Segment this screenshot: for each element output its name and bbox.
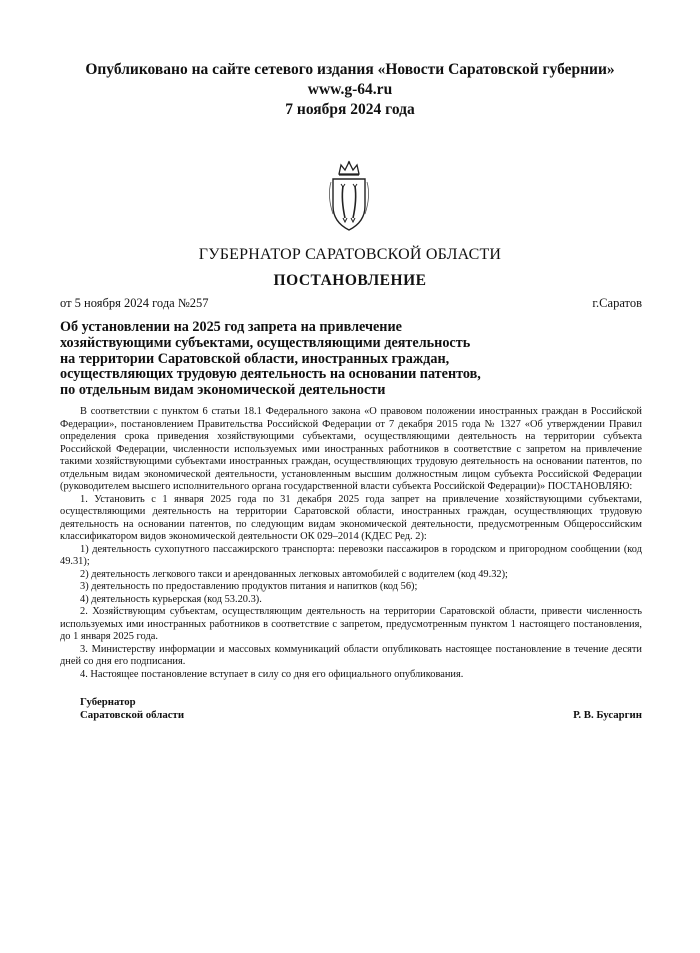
document-city: г.Саратов [592, 296, 642, 310]
publication-notice [40, 60, 660, 120]
publication-date: 7 ноября 2024 года [285, 101, 415, 118]
title-line: на территории Саратовской области, иностранных граждан, [60, 350, 450, 367]
document-title [60, 320, 520, 399]
document-date-number: от 5 ноября 2024 года №257 [60, 296, 209, 310]
clause-4: 4. Настоящее постановление вступает в силу со дня его официального опубликования. [80, 668, 464, 680]
clause-1-item: 4) деятельность курьерская (код 53.20.3). [80, 593, 262, 605]
clause-1-item: 3) деятельность по предоставлению продуктов питания и напитков (код 56); [80, 581, 418, 592]
clause-2: 2. Хозяйствующим субъектам, осуществляющим деятельность на территории Саратовской области, привести численность используемых ими иностранных работников в соответствие с запретом, предусмотренным пунктом 1 настоящего постановления, до 1 января 2025 года. [60, 606, 642, 642]
publication-site: www.g-64.ru [307, 81, 393, 98]
clause-1-item: 1) деятельность сухопутного пассажирского транспорта: перевозки пассажиров в городском и пригородном сообщении (код 49.31); [60, 543, 642, 567]
publication-line: Опубликовано на сайте сетевого издания «Новости Саратовской губернии» [85, 61, 615, 78]
authority-title: ГУБЕРНАТОР САРАТОВСКОЙ ОБЛАСТИ [198, 246, 502, 263]
signatory-position-line: Саратовской области [80, 709, 185, 721]
title-line: осуществляющих трудовую деятельность на основании патентов, [60, 366, 481, 383]
clause-1: 1. Установить с 1 января 2025 года по 31 декабря 2025 года запрет на привлечение хозяйствующими субъектами, осуществляющими деятельность на территории Саратовской области, иностранных граждан, осуществляющих трудовую деятельность на основании патентов, по следующим видам экономической деятельности, предусмотренным Общероссийским классификатором видов экономической деятельности ОК 029–2014 (КДЕС Ред. 2): [60, 493, 642, 542]
signatory-position [80, 696, 184, 722]
title-line: хозяйствующими субъектами, осуществляющими деятельность [60, 334, 471, 351]
signatory-name: Р. В. Бусаргин [573, 709, 642, 721]
title-line: по отдельным видам экономической деятельности [60, 382, 386, 399]
clause-1-item: 2) деятельность легкового такси и арендованных легковых автомобилей с водителем (код 49.32); [80, 568, 508, 580]
preamble-paragraph: В соответствии с пунктом 6 статьи 18.1 Федерального закона «О правовом положении иностранных граждан в Российской Федерации», постановлением Правительства Российской Федерации от 7 декабря 2015 года № 1327 «Об утверждении Правил определения срока приведения хозяйствующими субъектами, осуществляющими деятельность на территории субъекта Российской Федерации, численности используемых ими иностранных работников в соответствие с запретом на привлечение такими хозяйствующими субъектами иностранных граждан, осуществляющих трудовую деятельность на основании патентов, по отдельным видам экономической деятельности, установленным высшим должностным лицом субъекта Российской Федерации (руководителем высшего исполнительного органа государственной власти субъекта Российской Федерации)» ПОСТАНОВЛЯЮ: [60, 406, 642, 492]
document-type: ПОСТАНОВЛЕНИЕ [273, 272, 427, 289]
clause-3: 3. Министерству информации и массовых коммуникаций области опубликовать настоящее постановление в течение десяти дней со дня его подписания. [60, 643, 642, 667]
document-body [60, 406, 642, 681]
title-line: Об установлении на 2025 год запрета на привлечение [60, 319, 402, 335]
saratov-coat-of-arms-icon [325, 160, 373, 234]
signatory-position-line: Губернатор [80, 696, 136, 708]
